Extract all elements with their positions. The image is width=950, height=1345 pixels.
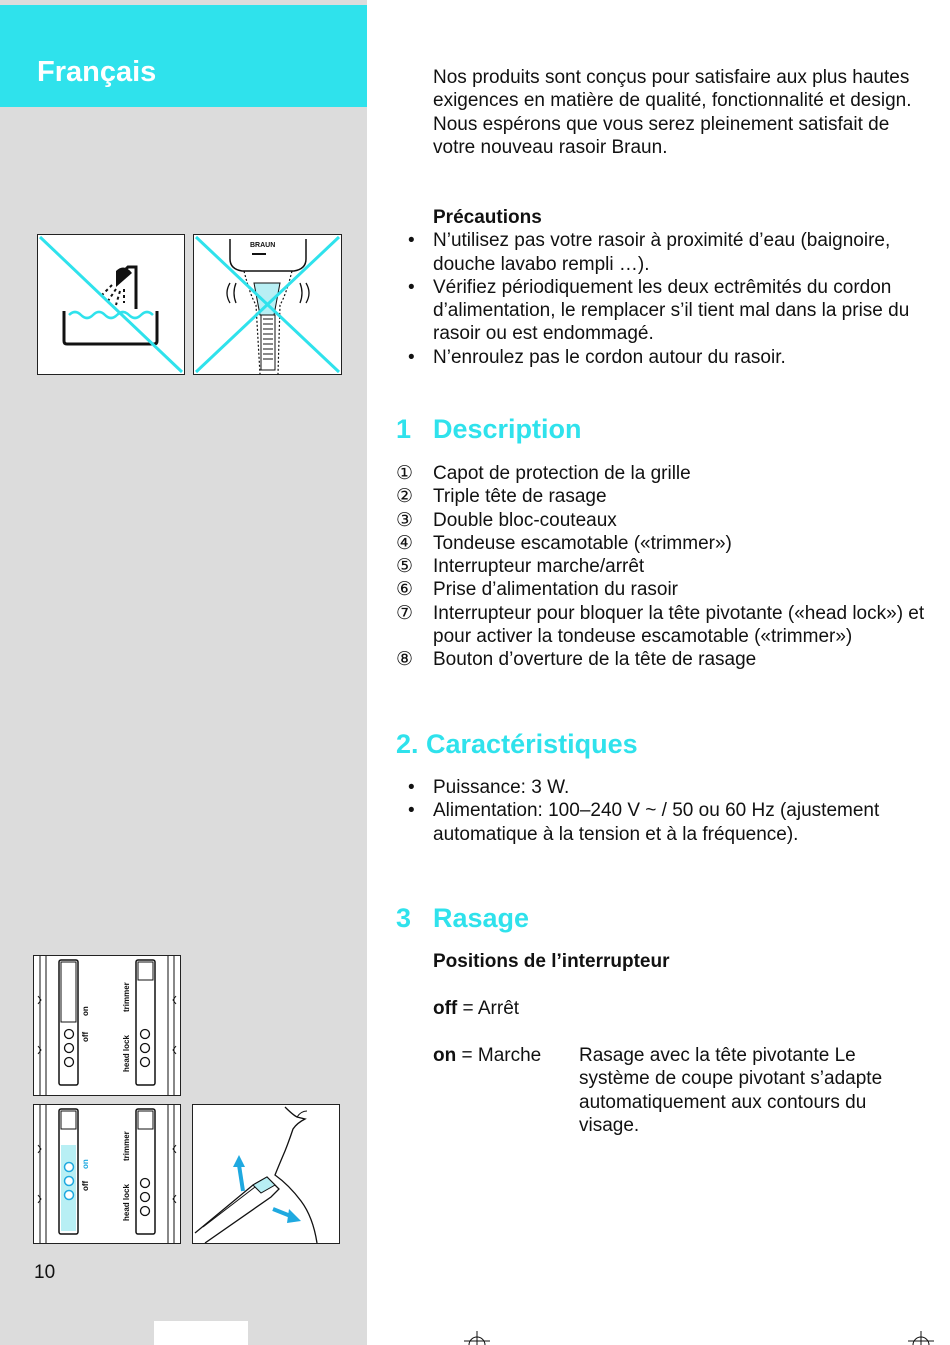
list-item: • Puissance: 3 W. — [408, 777, 570, 798]
print-strip — [154, 1321, 248, 1345]
item-text: Bouton d’overture de la tête de rasage — [433, 649, 757, 671]
item-number: ⑦ — [396, 602, 414, 624]
list-item-text: Vérifiez périodiquement les deux ectrêmités du cordon d’alimentation, le remplacer s’il tient mal dans la prise du rasoir ou est endommagé. — [433, 276, 910, 345]
on-description: Rasage avec la tête pivotante Le système de coupe pivotant s’adapte automatiquement aux contours du visage. — [579, 1045, 883, 1136]
list-item-text: N’enroulez pas le cordon autour du rasoir. — [433, 346, 786, 368]
section-1-heading — [396, 414, 582, 445]
intro-text: Nos produits sont conçus pour satisfaire aux plus hautes exigences en matière de qualité, fonctionnalité et design. Nous espérons que vous serez pleinement satisfait de votre nouveau rasoir Braun. — [433, 67, 912, 158]
list-item-text: N’utilisez pas votre rasoir à proximité d’eau (baignoire, douche lavabo rempli …). — [433, 230, 891, 275]
list-item — [396, 555, 926, 578]
characteristics-section — [408, 776, 923, 846]
list-item-text: Puissance: 3 W. — [433, 777, 570, 798]
item-text: Tondeuse escamotable («trimmer») — [433, 532, 732, 554]
item-text: Double bloc-couteaux — [433, 509, 617, 531]
on-label: on — [81, 1159, 90, 1169]
item-number: ⑥ — [396, 579, 414, 601]
description-list — [396, 462, 926, 672]
head-lock-label: head lock — [122, 1035, 131, 1072]
section-2-heading — [396, 729, 638, 760]
no-water-icon — [37, 234, 185, 375]
registration-mark-icon — [464, 1331, 490, 1345]
off-position — [433, 997, 519, 1020]
list-item — [396, 485, 926, 508]
section-title: 2. Caractéristiques — [396, 729, 638, 759]
item-number: ② — [396, 486, 414, 508]
precautions-section — [408, 206, 923, 369]
switch-positions-title: Positions de l’interrupteur — [433, 951, 670, 972]
list-item: • N’enroulez pas le cordon autour du rasoir. — [408, 346, 786, 368]
item-text: Capot de protection de la grille — [433, 463, 691, 484]
section-title: Description — [433, 414, 582, 444]
registration-mark-icon — [908, 1331, 934, 1345]
off-label: off — [81, 1031, 90, 1042]
item-number: ③ — [396, 509, 414, 531]
list-item — [396, 462, 926, 485]
list-item — [396, 578, 926, 601]
list-item — [396, 648, 926, 671]
section-number: 1 — [396, 414, 412, 444]
head-lock-label: head lock — [122, 1184, 131, 1221]
section-3-heading — [396, 903, 529, 934]
brand-label: BRAUN — [250, 242, 276, 249]
off-value: = Arrêt — [457, 998, 520, 1019]
item-number: ⑤ — [396, 556, 414, 578]
trimmer-label: trimmer — [122, 1131, 131, 1161]
off-key: off — [433, 998, 458, 1019]
item-text: Interrupteur marche/arrêt — [433, 556, 645, 578]
on-value: = Marche — [456, 1045, 542, 1066]
section-title: Rasage — [433, 903, 530, 933]
item-number: ⑧ — [396, 649, 414, 671]
list-item: • Vérifiez périodiquement les deux ectrêmités du cordon d’alimentation, le remplacer s’il tient mal dans la prise du rasoir ou est endommagé. — [408, 276, 910, 345]
no-shower-icon — [193, 234, 342, 375]
switch-on-diagram — [33, 1104, 181, 1244]
item-text: Interrupteur pour bloquer la tête pivotante («head lock») et pour activer la tondeuse escamotable («trimmer») — [433, 602, 925, 648]
language-label: Français — [37, 56, 157, 88]
list-item — [396, 602, 926, 649]
characteristics-list — [408, 776, 923, 846]
list-item — [396, 532, 926, 555]
page-number: 10 — [34, 1262, 56, 1283]
precautions-title: Précautions — [433, 207, 542, 228]
shaving-motion-diagram — [192, 1104, 340, 1244]
intro-paragraph — [433, 66, 923, 159]
off-label: off — [81, 1180, 90, 1191]
on-label: on — [81, 1006, 90, 1016]
precautions-list — [408, 229, 923, 369]
item-number: ④ — [396, 532, 414, 554]
list-item-text: Alimentation: 100–240 V ~ / 50 ou 60 Hz (ajustement automatique à la tension et à la fréquence). — [433, 800, 880, 845]
trimmer-label: trimmer — [122, 982, 131, 1012]
item-text: Triple tête de rasage — [433, 486, 607, 508]
item-number: ① — [396, 463, 414, 484]
list-item — [396, 509, 926, 532]
section-number: 3 — [396, 903, 412, 933]
switch-off-diagram — [33, 955, 181, 1096]
list-item: • Alimentation: 100–240 V ~ / 50 ou 60 Hz (ajustement automatique à la tension et à la fréquence). — [408, 800, 880, 845]
list-item: • N’utilisez pas votre rasoir à proximité d’eau (baignoire, douche lavabo rempli …). — [408, 230, 891, 275]
on-key: on — [433, 1045, 457, 1066]
item-text: Prise d’alimentation du rasoir — [433, 579, 679, 601]
on-position — [433, 1044, 541, 1067]
